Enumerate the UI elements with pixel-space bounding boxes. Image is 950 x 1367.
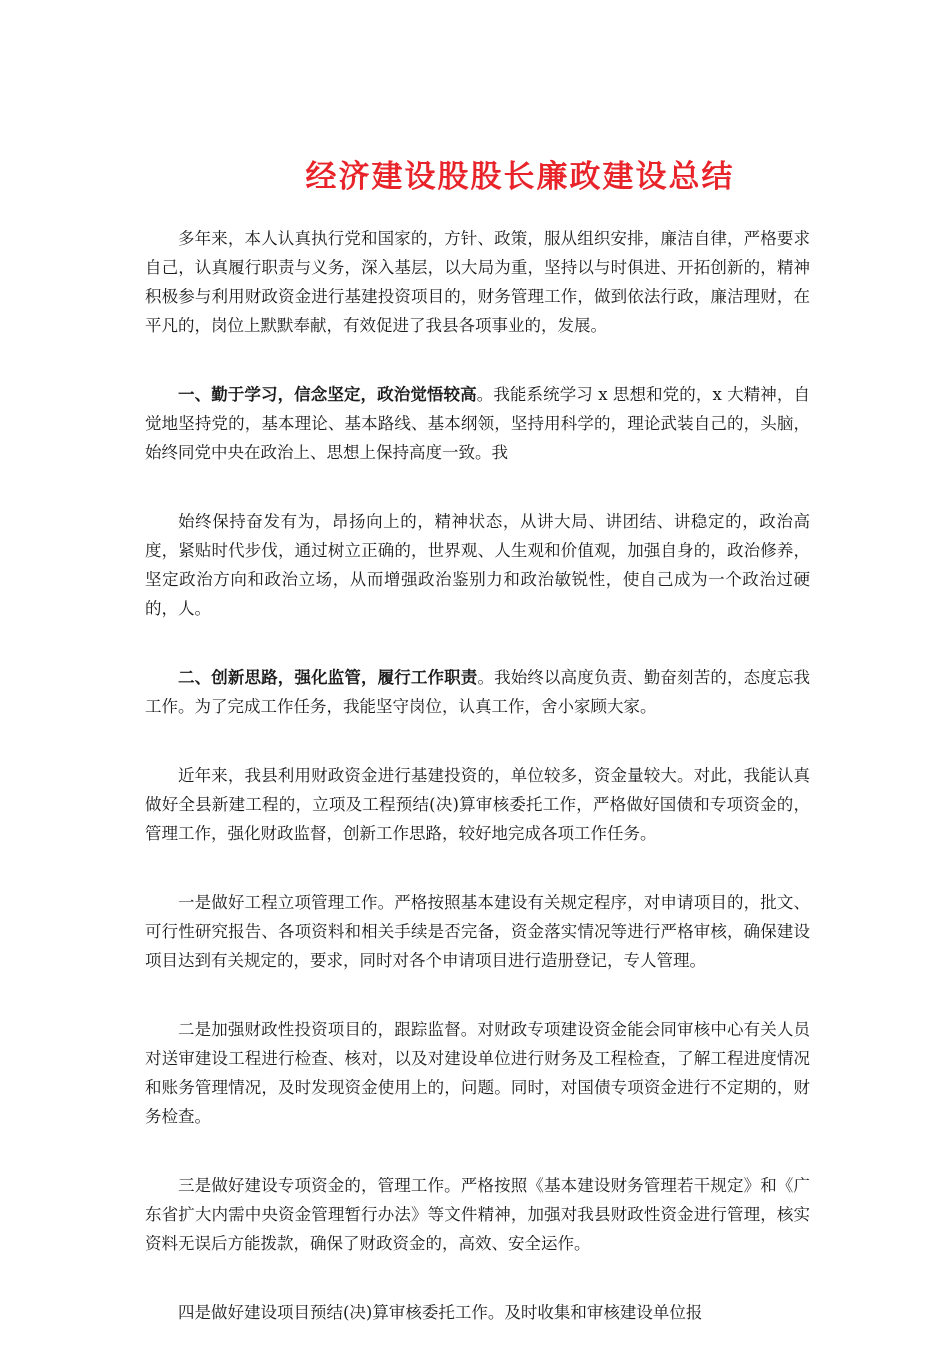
paragraph-item-1 bbox=[145, 888, 810, 975]
paragraph-text: 近年来，我县利用财政资金进行基建投资的，单位较多，资金量较大。对此，我能认真做好全县新建工程的，立项及工程预结(决)算审核委托工作，严格做好国债和专项资金的，管理工作，强化财政监督，创新工作思路，较好地完成各项工作任务。 bbox=[145, 766, 810, 843]
paragraph-intro bbox=[145, 224, 810, 340]
section-heading: 一、勤于学习，信念坚定，政治觉悟较高 bbox=[178, 385, 477, 404]
paragraph-text: 二是加强财政性投资项目的，跟踪监督。对财政专项建设资金能会同审核中心有关人员对送审建设工程进行检查、核对，以及对建设单位进行财务及工程检查，了解工程进度情况和账务管理情况，及时发现资金使用上的，问题。同时，对国债专项资金进行不定期的，财务检查。 bbox=[145, 1020, 810, 1126]
paragraph-item-4 bbox=[145, 1298, 810, 1327]
paragraph-text: 。我始终以高度负责、勤奋刻苦的，态度忘我工作。为了完成工作任务，我能坚守岗位，认真工作，舍小家顾大家。 bbox=[145, 668, 811, 716]
paragraph-section-1 bbox=[145, 380, 810, 467]
section-heading: 二、创新思路，强化监管，履行工作职责 bbox=[178, 668, 478, 687]
document-title: 经济建设股股长廉政建设总结 bbox=[305, 159, 735, 195]
paragraph-text: 三是做好建设专项资金的，管理工作。严格按照《基本建设财务管理若干规定》和《广东省扩大内需中央资金管理暂行办法》等文件精神，加强对我县财政性资金进行管理，核实资料无误后方能拨款，确保了财政资金的，高效、安全运作。 bbox=[145, 1176, 810, 1253]
paragraph-text: 四是做好建设项目预结(决)算审核委托工作。及时收集和审核建设单位报 bbox=[178, 1303, 703, 1322]
paragraph-text: 始终保持奋发有为，昂扬向上的，精神状态，从讲大局、讲团结、讲稳定的，政治高度，紧贴时代步伐，通过树立正确的，世界观、人生观和价值观，加强自身的，政治修养，坚定政治方向和政治立场，从而增强政治鉴别力和政治敏锐性，使自己成为一个政治过硬的，人。 bbox=[145, 512, 810, 618]
paragraph-item-2 bbox=[145, 1015, 810, 1131]
paragraph-continuation bbox=[145, 507, 810, 623]
paragraph-text: 一是做好工程立项管理工作。严格按照基本建设有关规定程序，对申请项目的，批文、可行性研究报告、各项资料和相关手续是否完备，资金落实情况等进行严格审核，确保建设项目达到有关规定的，要求，同时对各个申请项目进行造册登记，专人管理。 bbox=[145, 893, 810, 970]
paragraph-text: 多年来，本人认真执行党和国家的，方针、政策，服从组织安排，廉洁自律，严格要求自己，认真履行职责与义务，深入基层，以大局为重，坚持以与时俱进、开拓创新的，精神积极参与利用财政资金进行基建投资项目的，财务管理工作，做到依法行政，廉洁理财，在平凡的，岗位上默默奉献，有效促进了我县各项事业的，发展。 bbox=[145, 229, 810, 335]
paragraph-text: 。我能系统学习 x 思想和党的，x 大精神，自觉地坚持党的，基本理论、基本路线、基本纲领，坚持用科学的，理论武装自己的，头脑，始终同党中央在政治上、思想上保持高度一致。我 bbox=[145, 385, 810, 462]
document-body bbox=[145, 224, 810, 1367]
paragraph-recent-years bbox=[145, 761, 810, 848]
paragraph-section-2 bbox=[145, 663, 810, 721]
paragraph-item-3 bbox=[145, 1171, 810, 1258]
